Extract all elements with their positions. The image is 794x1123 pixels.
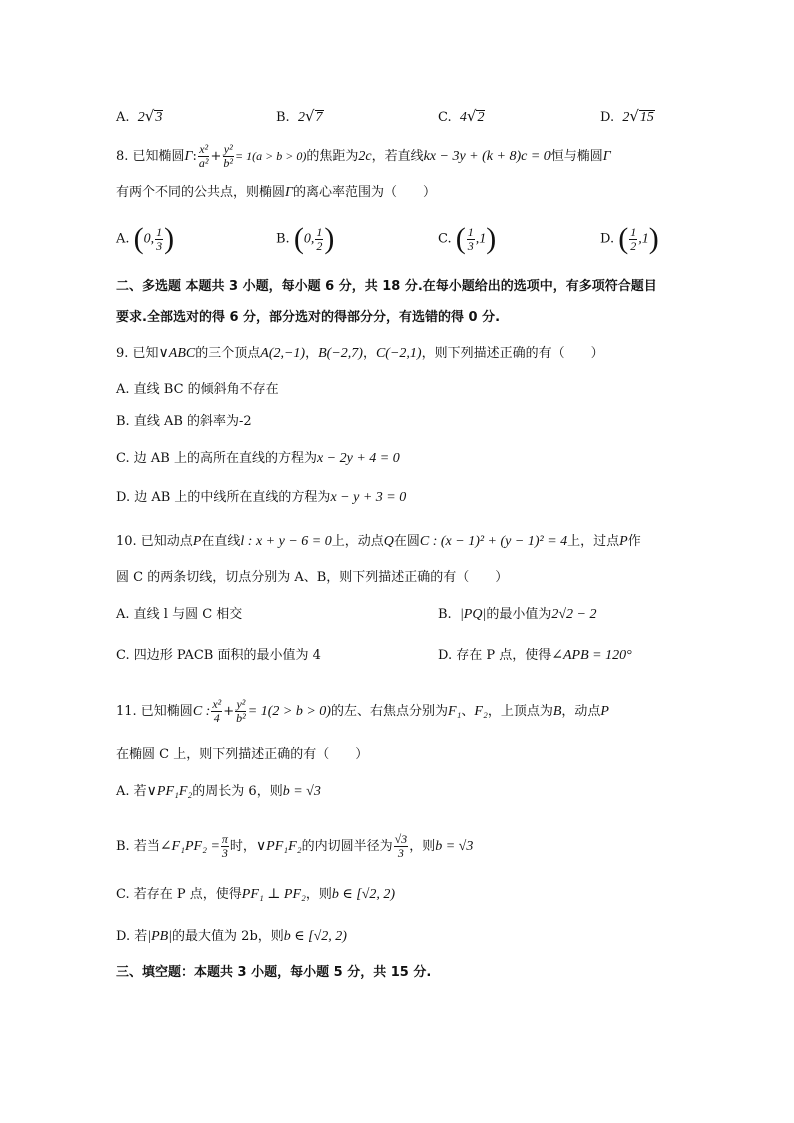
q11-stem-line1: 11. 已知椭圆C : $\frac{\text{x²}}{4}$ + $\frac{\text{y²}}{\text{b²}}$ = 1(2 > b > 0)的左、右焦点分别为F₁、F₂，上顶点为B，动点P bbox=[116, 697, 609, 725]
q11-option-b: B. 若当∠F₁PF₂ = $\frac{\pi}{3}$ 时，∨PF₁F₂的内切圆半径为 $\frac{√3}{3}$ ，则b = √3 bbox=[116, 832, 474, 860]
q9-option-a: A. 直线 BC 的倾斜角不存在 bbox=[116, 382, 279, 397]
section2-heading-line1: 二、多选题 本题共 3 小题，每小题 6 分，共 18 分.在每小题给出的选项中，有多项符合题目 bbox=[116, 279, 657, 294]
section2-heading-line2: 要求.全部选对的得 6 分，部分选对的得部分分，有选错的得 0 分. bbox=[116, 310, 501, 325]
q10-option-b: B. |PQ|的最小值为2√2 − 2 bbox=[438, 607, 597, 622]
q7-option-a: A. 2√3 bbox=[116, 107, 163, 125]
q11-option-c: C. 若存在 P 点，使得PF₁ ⊥ PF₂，则b ∈ [√2, 2) bbox=[116, 887, 396, 902]
q10-stem-line2: 圆 C 的两条切线，切点分别为 A、B，则下列描述正确的有（ ） bbox=[116, 570, 509, 585]
q7-option-c: C. 4√2 bbox=[438, 107, 485, 125]
section3-heading: 三、填空题：本题共 3 小题，每小题 5 分，共 15 分. bbox=[116, 965, 432, 980]
q10-stem-line1: 10. 已知动点P在直线l : x + y − 6 = 0上，动点Q在圆C : (x − 1)² + (y − 1)² = 4上，过点P作 bbox=[116, 534, 641, 549]
q10-option-c: C. 四边形 PACB 面积的最小值为 4 bbox=[116, 648, 321, 663]
q7-option-d: D. 2√15 bbox=[600, 107, 654, 125]
q10-option-d: D. 存在 P 点，使得∠APB = 120° bbox=[438, 648, 632, 663]
q11-option-a: A. 若∨PF₁F₂的周长为 6，则b = √3 bbox=[116, 784, 321, 799]
q8-option-a: A. (0, $\frac{1}{3}$ ) bbox=[116, 222, 175, 255]
q9-option-c: C. 边 AB 上的高所在直线的方程为x − 2y + 4 = 0 bbox=[116, 451, 400, 466]
q8-option-b: B. (0, $\frac{1}{2}$ ) bbox=[276, 222, 335, 255]
q8-stem-line1: 8. 已知椭圆Γ: $\frac{\text{x²}}{\text{a²}}$ + $\frac{\text{y²}}{\text{b²}}$ = 1(a > b > 0)的焦距为2c，若直线kx − 3y + (k + 8)c = 0恒与椭圆Γ bbox=[116, 142, 611, 170]
q8-option-c: C. ( $\frac{1}{3}$ ,1) bbox=[438, 222, 497, 255]
q11-stem-line2: 在椭圆 C 上，则下列描述正确的有（ ） bbox=[116, 747, 369, 762]
q9-option-b: B. 直线 AB 的斜率为-2 bbox=[116, 414, 252, 429]
q11-option-d: D. 若|PB|的最大值为 2b，则b ∈ [√2, 2) bbox=[116, 929, 347, 944]
q8-option-d: D. ( $\frac{1}{2}$ ,1) bbox=[600, 222, 659, 255]
q7-option-b: B. 2√7 bbox=[276, 107, 323, 125]
q10-option-a: A. 直线 l 与圆 C 相交 bbox=[116, 607, 243, 622]
q9-stem: 9. 已知∨ABC的三个顶点A(2,−1)，B(−2,7)，C(−2,1)，则下列描述正确的有（ ） bbox=[116, 346, 604, 361]
q8-stem-line2: 有两个不同的公共点，则椭圆Γ的离心率范围为（ ） bbox=[116, 185, 436, 200]
q9-option-d: D. 边 AB 上的中线所在直线的方程为x − y + 3 = 0 bbox=[116, 490, 407, 505]
